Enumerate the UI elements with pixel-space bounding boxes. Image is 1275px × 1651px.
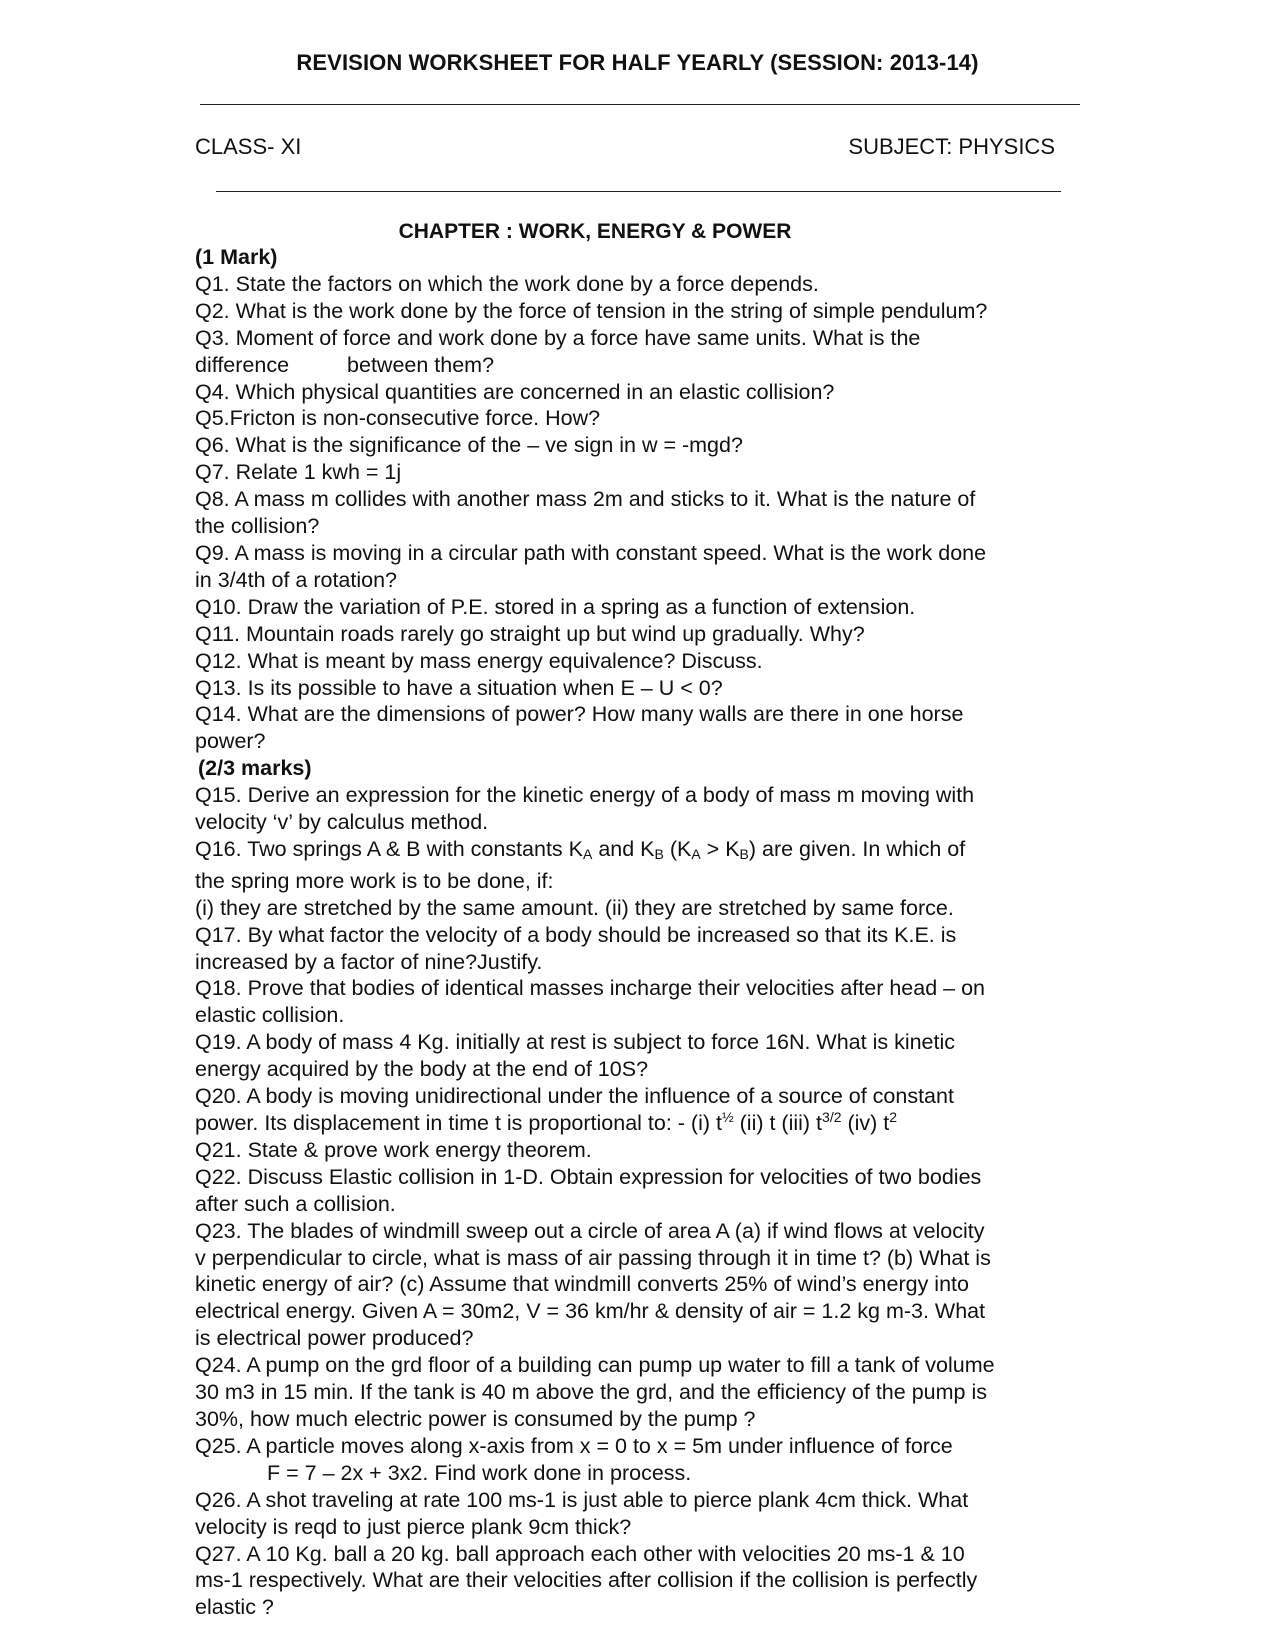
question-line: Q8. A mass m collides with another mass 2m and sticks to it. What is the nature of [195,487,976,512]
question-line [195,1110,1075,1137]
question-line: is electrical power produced? [195,1326,474,1351]
question-line: Q17. By what factor the velocity of a body should be increased so that its K.E. is [195,922,957,947]
question-line: Q1. State the factors on which the work done by a force depends. [195,271,819,296]
question-line: 30 m3 in 15 min. If the tank is 40 m above the grd, and the efficiency of the pump is [195,1380,987,1405]
question-line: Q19. A body of mass 4 Kg. initially at rest is subject to force 16N. What is kinetic [195,1030,956,1055]
question-line: Q27. A 10 Kg. ball a 20 kg. ball approach each other with velocities 20 ms-1 & 10 [195,1541,965,1566]
question-text: between them? [347,352,495,377]
question-line [195,836,1075,868]
question-line: Q3. Moment of force and work done by a force have same units. What is the [195,325,921,350]
question-line: energy acquired by the body at the end of 10S? [195,1057,649,1082]
subject-label: SUBJECT: PHYSICS [848,134,1055,159]
question-line: Q2. What is the work done by the force of tension in the string of simple pendulum? [195,298,988,323]
question-line: elastic ? [195,1595,274,1620]
question-text: (iv) t [841,1111,890,1135]
question-line: Q15. Derive an expression for the kinetic energy of a body of mass m moving with [195,783,975,808]
question-list [195,244,1075,1621]
question-line: (i) they are stretched by the same amount. (ii) they are stretched by same force. [195,895,954,920]
question-line: velocity is reqd to just pierce plank 9cm thick? [195,1514,632,1539]
question-line: the spring more work is to be done, if: [195,868,554,893]
subscript: B [739,845,749,862]
subscript: B [654,845,664,862]
section-heading-2-3-marks: (2/3 marks) [198,756,312,781]
question-line: Q14. What are the dimensions of power? How many walls are there in one horse [195,702,964,727]
question-line: 30%, how much electric power is consumed by the pump ? [195,1406,756,1431]
question-line: Q4. Which physical quantities are concerned in an elastic collision? [195,379,835,404]
question-line: elastic collision. [195,1003,345,1028]
question-text: difference [195,352,290,377]
question-line: Q7. Relate 1 kwh = 1j [195,460,402,485]
question-line: Q22. Discuss Elastic collision in 1-D. Obtain expression for velocities of two bodies [195,1164,982,1189]
question-line: Q20. A body is moving unidirectional under the influence of a source of constant [195,1084,954,1109]
superscript: ½ [721,1109,734,1125]
header-divider [216,191,1061,192]
question-line: Q12. What is meant by mass energy equivalence? Discuss. [195,648,763,673]
question-line: Q13. Is its possible to have a situation when E – U < 0? [195,675,723,700]
question-line: after such a collision. [195,1191,396,1216]
subscript: A [691,845,701,862]
question-line: ms-1 respectively. What are their velocities after collision if the collision is perfectly [195,1568,978,1593]
question-line: increased by a factor of nine?Justify. [195,949,543,974]
question-line: power? [195,729,266,754]
question-line: Q6. What is the significance of the – ve sign in w = -mgd? [195,433,743,458]
question-line: electrical energy. Given A = 30m2, V = 36 km/hr & density of air = 1.2 kg m-3. What [195,1299,986,1324]
question-line: Q11. Mountain roads rarely go straight up but wind up gradually. Why? [195,621,865,646]
superscript: 3/2 [822,1109,842,1125]
question-line: F = 7 – 2x + 3x2. Find work done in process. [267,1460,692,1485]
section-heading-1-mark: (1 Mark) [195,245,278,269]
worksheet-title: REVISION WORKSHEET FOR HALF YEARLY (SESSION: 2013-14) [296,50,979,75]
question-line: Q10. Draw the variation of P.E. stored in a spring as a function of extension. [195,594,916,619]
question-line: velocity ‘v’ by calculus method. [195,810,489,835]
chapter-heading: CHAPTER : WORK, ENERGY & POWER [398,220,792,243]
question-line: Q5.Fricton is non-consecutive force. How? [195,406,601,431]
class-label: CLASS- XI [195,134,302,159]
question-line: Q26. A shot traveling at rate 100 ms-1 is just able to pierce plank 4cm thick. What [195,1487,969,1512]
question-line: Q23. The blades of windmill sweep out a circle of area A (a) if wind flows at velocity [195,1218,985,1243]
question-line: Q9. A mass is moving in a circular path with constant speed. What is the work done [195,540,987,565]
question-line: Q21. State & prove work energy theorem. [195,1137,592,1162]
question-line: Q24. A pump on the grd floor of a building can pump up water to fill a tank of volume [195,1353,995,1378]
question-text: and K [592,836,655,861]
question-line: the collision? [195,514,320,539]
question-text: ) are given. In which of [748,836,966,861]
question-text: power. Its displacement in time t is proportional to: - (i) t [195,1111,722,1135]
subscript: A [583,845,593,862]
question-line: Q25. A particle moves along x-axis from x = 0 to x = 5m under influence of force [195,1433,953,1458]
title-underline [200,104,1080,105]
question-line: Q18. Prove that bodies of identical masses incharge their velocities after head – on [195,976,985,1001]
question-text: Q16. Two springs A & B with constants K [195,836,583,861]
superscript: 2 [889,1109,898,1125]
question-line: in 3/4th of a rotation? [195,567,398,592]
question-line: kinetic energy of air? (c) Assume that windmill converts 25% of wind’s energy into [195,1272,969,1297]
question-line [195,352,1075,379]
question-text: > K [700,836,740,861]
question-text: (K [663,836,692,861]
question-text: (ii) t (iii) t [733,1111,823,1135]
question-line: v perpendicular to circle, what is mass of air passing through it in time t? (b) What is [195,1245,991,1270]
